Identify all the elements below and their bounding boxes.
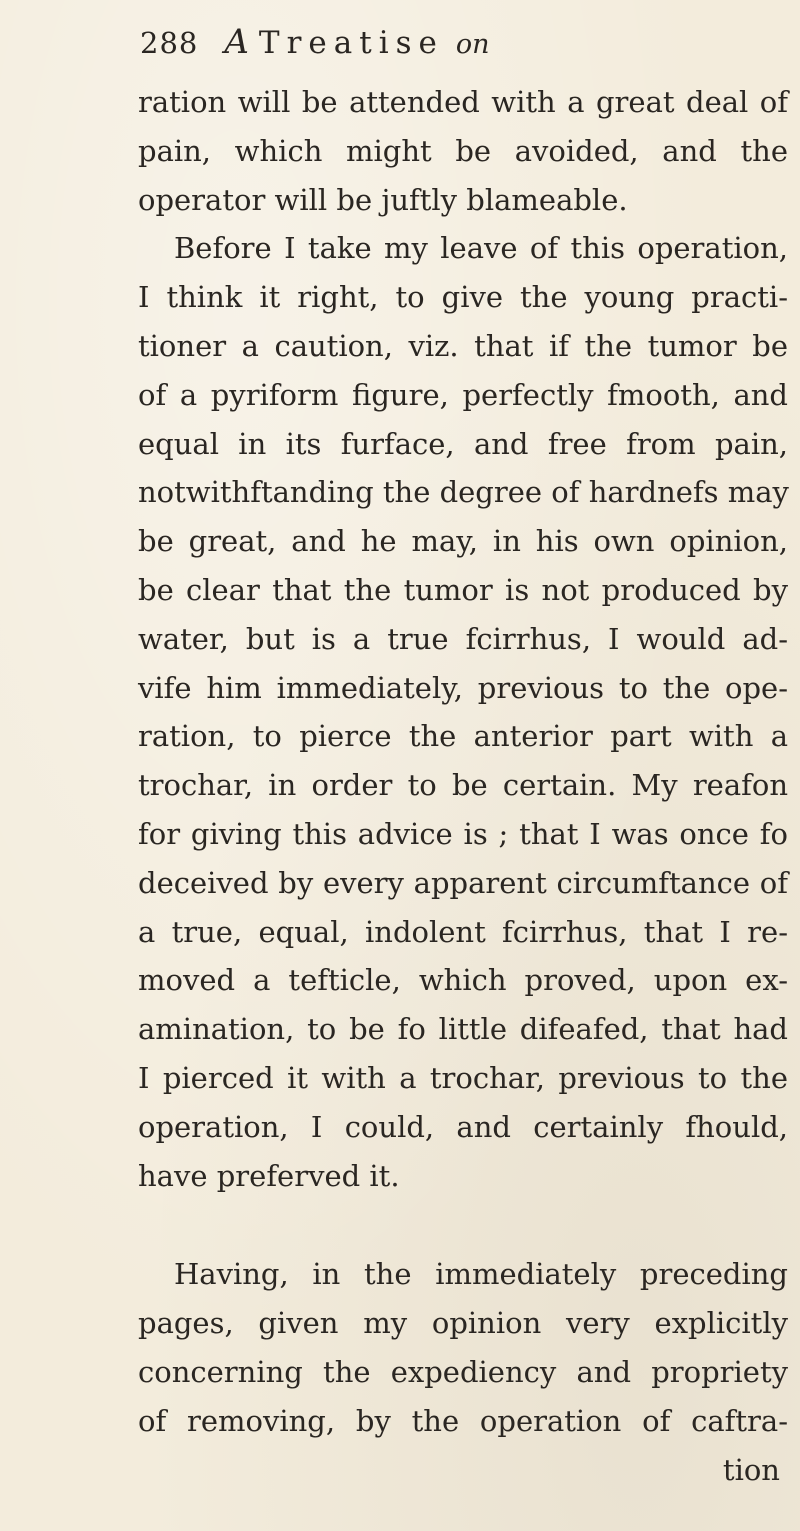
text-line: ration will be attended with a great deal of xyxy=(138,85,788,119)
text-line: ration, to pierce the anterior part with a xyxy=(138,719,788,754)
page-number: 288 xyxy=(140,26,199,60)
text-line: of a pyriform figure, perfectly fmooth, and xyxy=(138,377,788,412)
running-header xyxy=(140,22,700,72)
text-line: moved a tefticle, which proved, upon ex- xyxy=(138,963,788,998)
text-line: water, but is a true fcirrhus, I would ad- xyxy=(138,621,788,656)
text-line: amination, to be fo little difeafed, that had xyxy=(138,1012,788,1047)
text-line: deceived by every apparent circumftance of xyxy=(138,865,788,900)
text-line: tioner a caution, viz. that if the tumor be xyxy=(138,328,788,363)
text-line: be great, and he may, in his own opinion, xyxy=(138,524,788,559)
paragraph-gap xyxy=(138,1200,788,1250)
catchword: tion xyxy=(722,1452,780,1487)
text-line: equal in its furface, and free from pain, xyxy=(138,426,788,461)
text-line: trochar, in order to be certain. My reafon xyxy=(138,768,788,803)
text-line: vife him immediately, previous to the ope- xyxy=(138,670,788,705)
text-line: have preferved it. xyxy=(138,1158,400,1193)
text-line: pain, which might be avoided, and the xyxy=(138,133,788,168)
text-line: I pierced it with a trochar, previous to the xyxy=(138,1060,788,1095)
text-line: pages, given my opinion very explicitly xyxy=(138,1306,788,1341)
text-line: be clear that the tumor is not produced by xyxy=(138,572,788,607)
text-line: operator will be juftly blameable. xyxy=(138,182,628,217)
text-line: I think it right, to give the young practi- xyxy=(138,280,788,315)
body-text xyxy=(138,78,788,1494)
text-line: a true, equal, indolent fcirrhus, that I re- xyxy=(138,914,788,949)
text-line: for giving this advice is ; that I was once fo xyxy=(138,816,788,851)
running-head-title: Treatise xyxy=(258,25,444,61)
text-line: concerning the expediency and propriety xyxy=(138,1354,788,1389)
text-line: Before I take my leave of this operation, xyxy=(174,231,788,266)
running-head-preposition: on xyxy=(455,29,490,60)
text-line: Having, in the immediately preceding xyxy=(174,1257,788,1292)
running-head-article: A xyxy=(224,22,249,62)
text-line: notwithftanding the degree of hardnefs may xyxy=(138,475,789,510)
text-line: of removing, by the operation of caftra- xyxy=(138,1403,788,1438)
text-line: operation, I could, and certainly fhould, xyxy=(138,1109,788,1144)
